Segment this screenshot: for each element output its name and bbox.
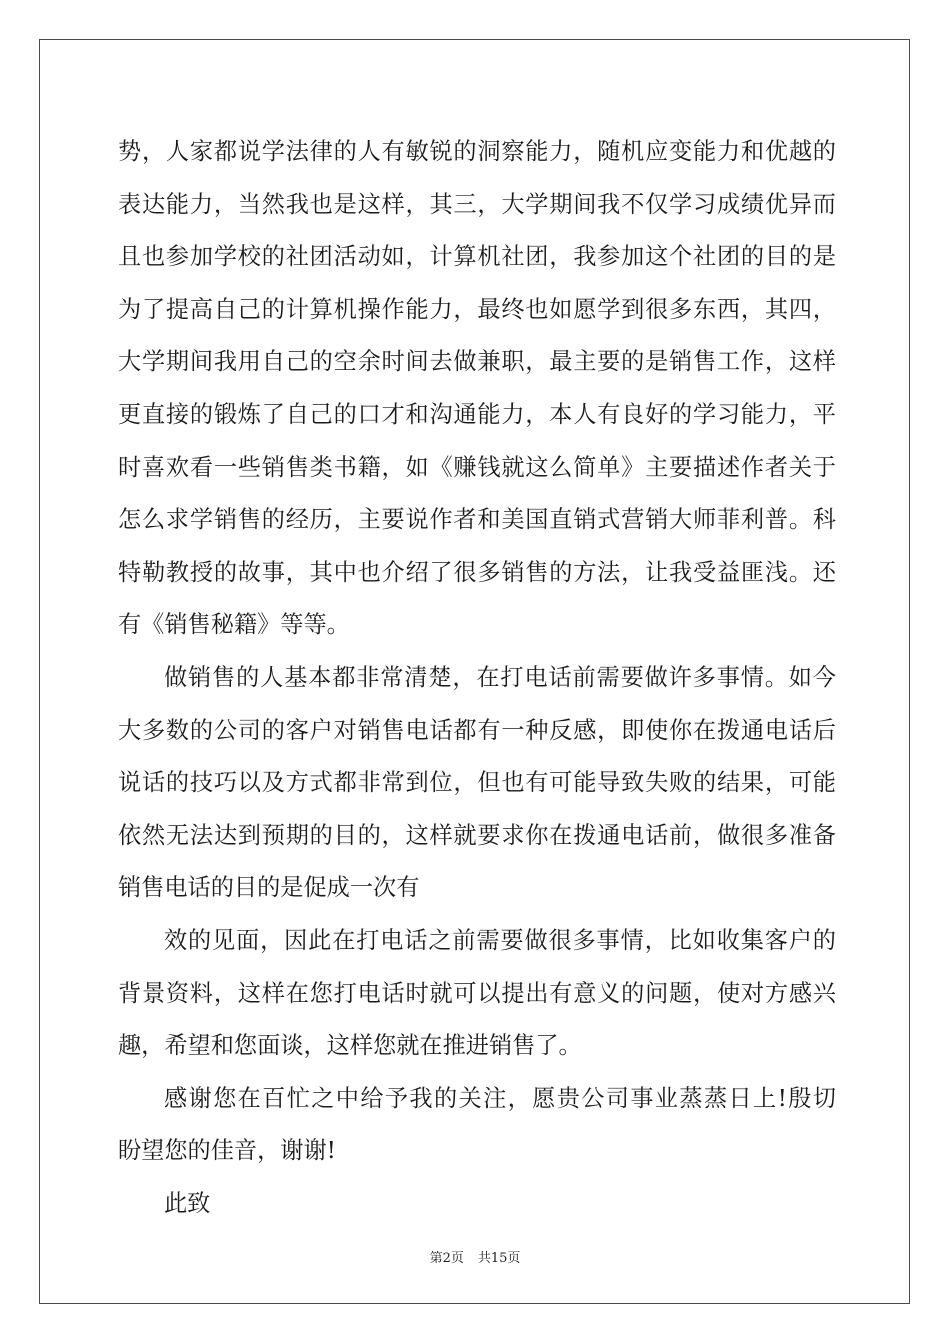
text-line: 为了提高自己的计算机操作能力，最终也如愿学到很多东西，其四，	[118, 295, 836, 323]
page-total: 共15页	[477, 1251, 521, 1266]
text-line: 销售电话的目的是促成一次有	[118, 874, 420, 902]
text-line: 大学期间我用自己的空余时间去做兼职，最主要的是销售工作，这样	[118, 348, 836, 376]
text-line: 且也参加学校的社团活动如，计算机社团，我参加这个社团的目的是	[118, 243, 836, 271]
text-line: 大多数的公司的客户对销售电话都有一种反感，即使你在拨通电话后	[118, 716, 836, 744]
text-line: 趣，希望和您面谈，这样您就在推进销售了。	[118, 1032, 582, 1060]
text-line: 此致	[164, 1189, 211, 1217]
text-line: 怎么求学销售的经历，主要说作者和美国直销式营销大师菲利普。科	[118, 506, 836, 534]
text-line: 说话的技巧以及方式都非常到位，但也有可能导致失败的结果，可能	[118, 769, 836, 797]
text-line: 效的见面，因此在打电话之前需要做很多事情，比如收集客户的	[164, 926, 836, 954]
text-line: 时喜欢看一些销售类书籍，如《赚钱就这么简单》主要描述作者关于	[118, 453, 836, 481]
text-line: 有《销售秘籍》等等。	[118, 611, 350, 639]
page-number: 第2页	[429, 1251, 464, 1266]
text-line: 依然无法达到预期的目的，这样就要求你在拨通电话前，做很多准备	[118, 821, 836, 849]
text-line: 更直接的锻炼了自己的口才和沟通能力，本人有良好的学习能力，平	[118, 400, 836, 428]
page-footer	[0, 1247, 950, 1266]
text-line: 势，人家都说学法律的人有敏锐的洞察能力，随机应变能力和优越的	[118, 138, 836, 165]
text-line: 盼望您的佳音，谢谢!	[118, 1137, 337, 1165]
text-line: 特勒教授的故事，其中也介绍了很多销售的方法，让我受益匪浅。还	[118, 558, 836, 586]
text-line: 做销售的人基本都非常清楚，在打电话前需要做许多事情。如今	[164, 663, 836, 691]
text-line: 表达能力，当然我也是这样，其三，大学期间我不仅学习成绩优异而	[118, 190, 836, 218]
text-line: 感谢您在百忙之中给予我的关注，愿贵公司事业蒸蒸日上!殷切	[164, 1084, 836, 1112]
document-body	[118, 126, 836, 1230]
text-line: 背景资料，这样在您打电话时就可以提出有意义的问题，使对方感兴	[118, 979, 836, 1007]
